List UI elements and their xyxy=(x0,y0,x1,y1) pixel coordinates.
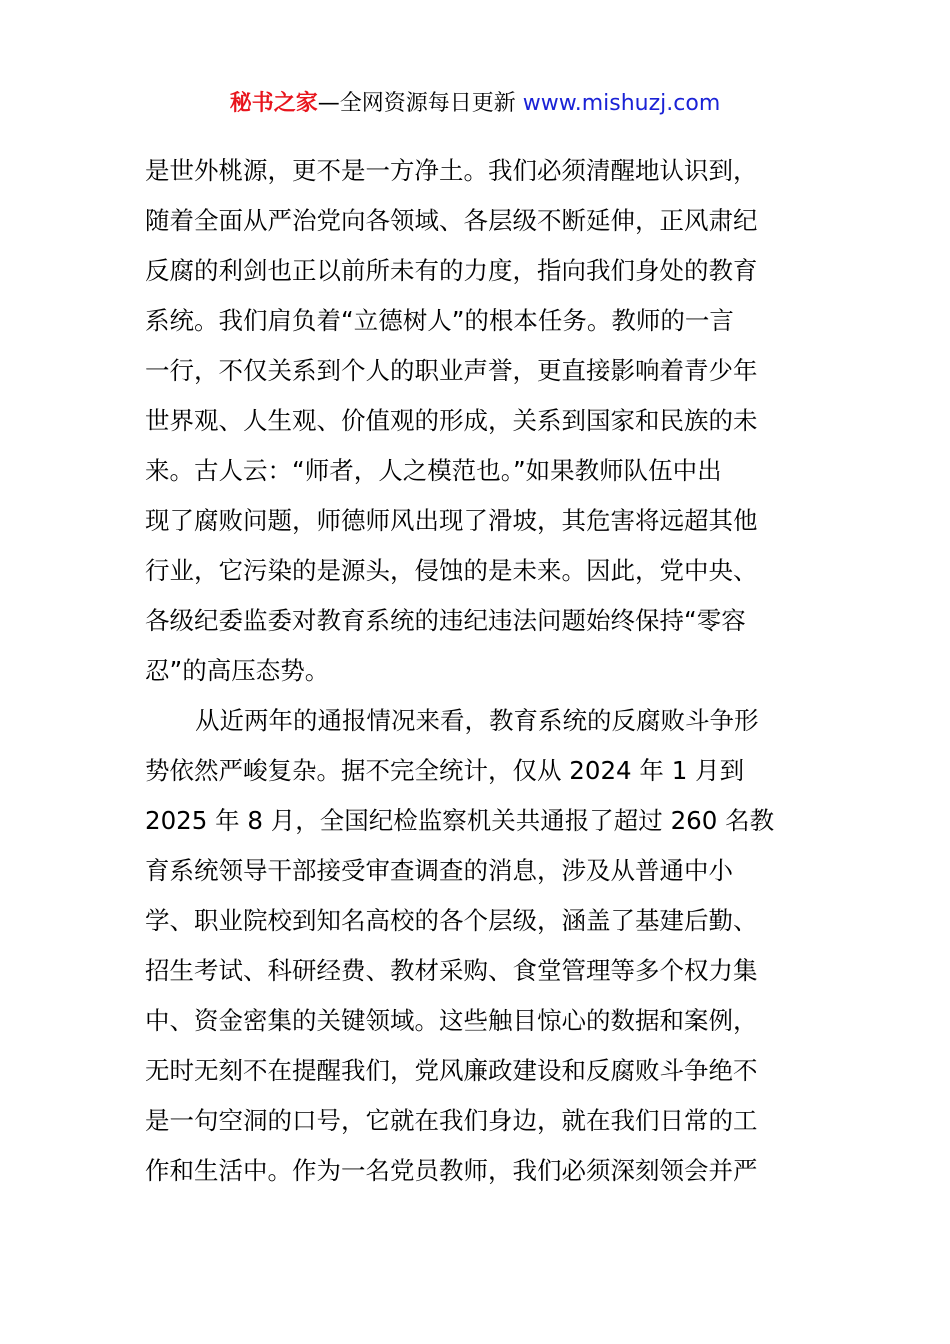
text-line: 是一句空洞的口号，它就在我们身边，就在我们日常的工 xyxy=(145,1106,758,1135)
paragraph xyxy=(145,696,815,1196)
text-line: 忍”的高压态势。 xyxy=(145,656,330,685)
text-line: 育系统领导干部接受审查调查的消息，涉及从普通中小 xyxy=(145,856,733,885)
text-line: 一行，不仅关系到个人的职业声誉，更直接影响着青少年 xyxy=(145,356,758,385)
text-line: 作和生活中。作为一名党员教师，我们必须深刻领会并严 xyxy=(145,1156,758,1185)
text-line: 2025 年 8 月，全国纪检监察机关共通报了超过 260 名教 xyxy=(145,806,775,835)
text-line: 中、资金密集的关键领域。这些触目惊心的数据和案例， xyxy=(145,1006,758,1035)
document-body xyxy=(145,146,815,1196)
site-name: 秘书之家 xyxy=(229,91,318,116)
text-line: 各级纪委监委对教育系统的违纪违法问题始终保持“零容 xyxy=(145,606,746,635)
text-line: 无时无刻不在提醒我们，党风廉政建设和反腐败斗争绝不 xyxy=(145,1056,758,1085)
text-line: 随着全面从严治党向各领域、各层级不断延伸，正风肃纪 xyxy=(145,206,758,235)
paragraph xyxy=(145,146,815,696)
watermark-header xyxy=(0,88,950,120)
text-line: 系统。我们肩负着“立德树人”的根本任务。教师的一言 xyxy=(145,306,734,335)
text-line: 现了腐败问题，师德师风出现了滑坡，其危害将远超其他 xyxy=(145,506,758,535)
text-line: 势依然严峻复杂。据不完全统计，仅从 2024 年 1 月到 xyxy=(145,756,745,785)
site-tagline: —全网资源每日更新 xyxy=(317,91,523,116)
text-line: 世界观、人生观、价值观的形成，关系到国家和民族的未 xyxy=(145,406,758,435)
site-url: www.mishuzj.com xyxy=(522,91,721,116)
text-line: 学、职业院校到知名高校的各个层级，涵盖了基建后勤、 xyxy=(145,906,758,935)
text-line: 反腐的利剑也正以前所未有的力度，指向我们身处的教育 xyxy=(145,256,758,285)
text-line: 招生考试、科研经费、教材采购、食堂管理等多个权力集 xyxy=(145,956,758,985)
text-line: 是世外桃源，更不是一方净土。我们必须清醒地认识到， xyxy=(145,156,758,185)
text-line: 来。古人云：“师者，人之模范也。”如果教师队伍中出 xyxy=(145,456,722,485)
text-line: 从近两年的通报情况来看，教育系统的反腐败斗争形 xyxy=(195,706,759,735)
text-line: 行业，它污染的是源头，侵蚀的是未来。因此，党中央、 xyxy=(145,556,758,585)
